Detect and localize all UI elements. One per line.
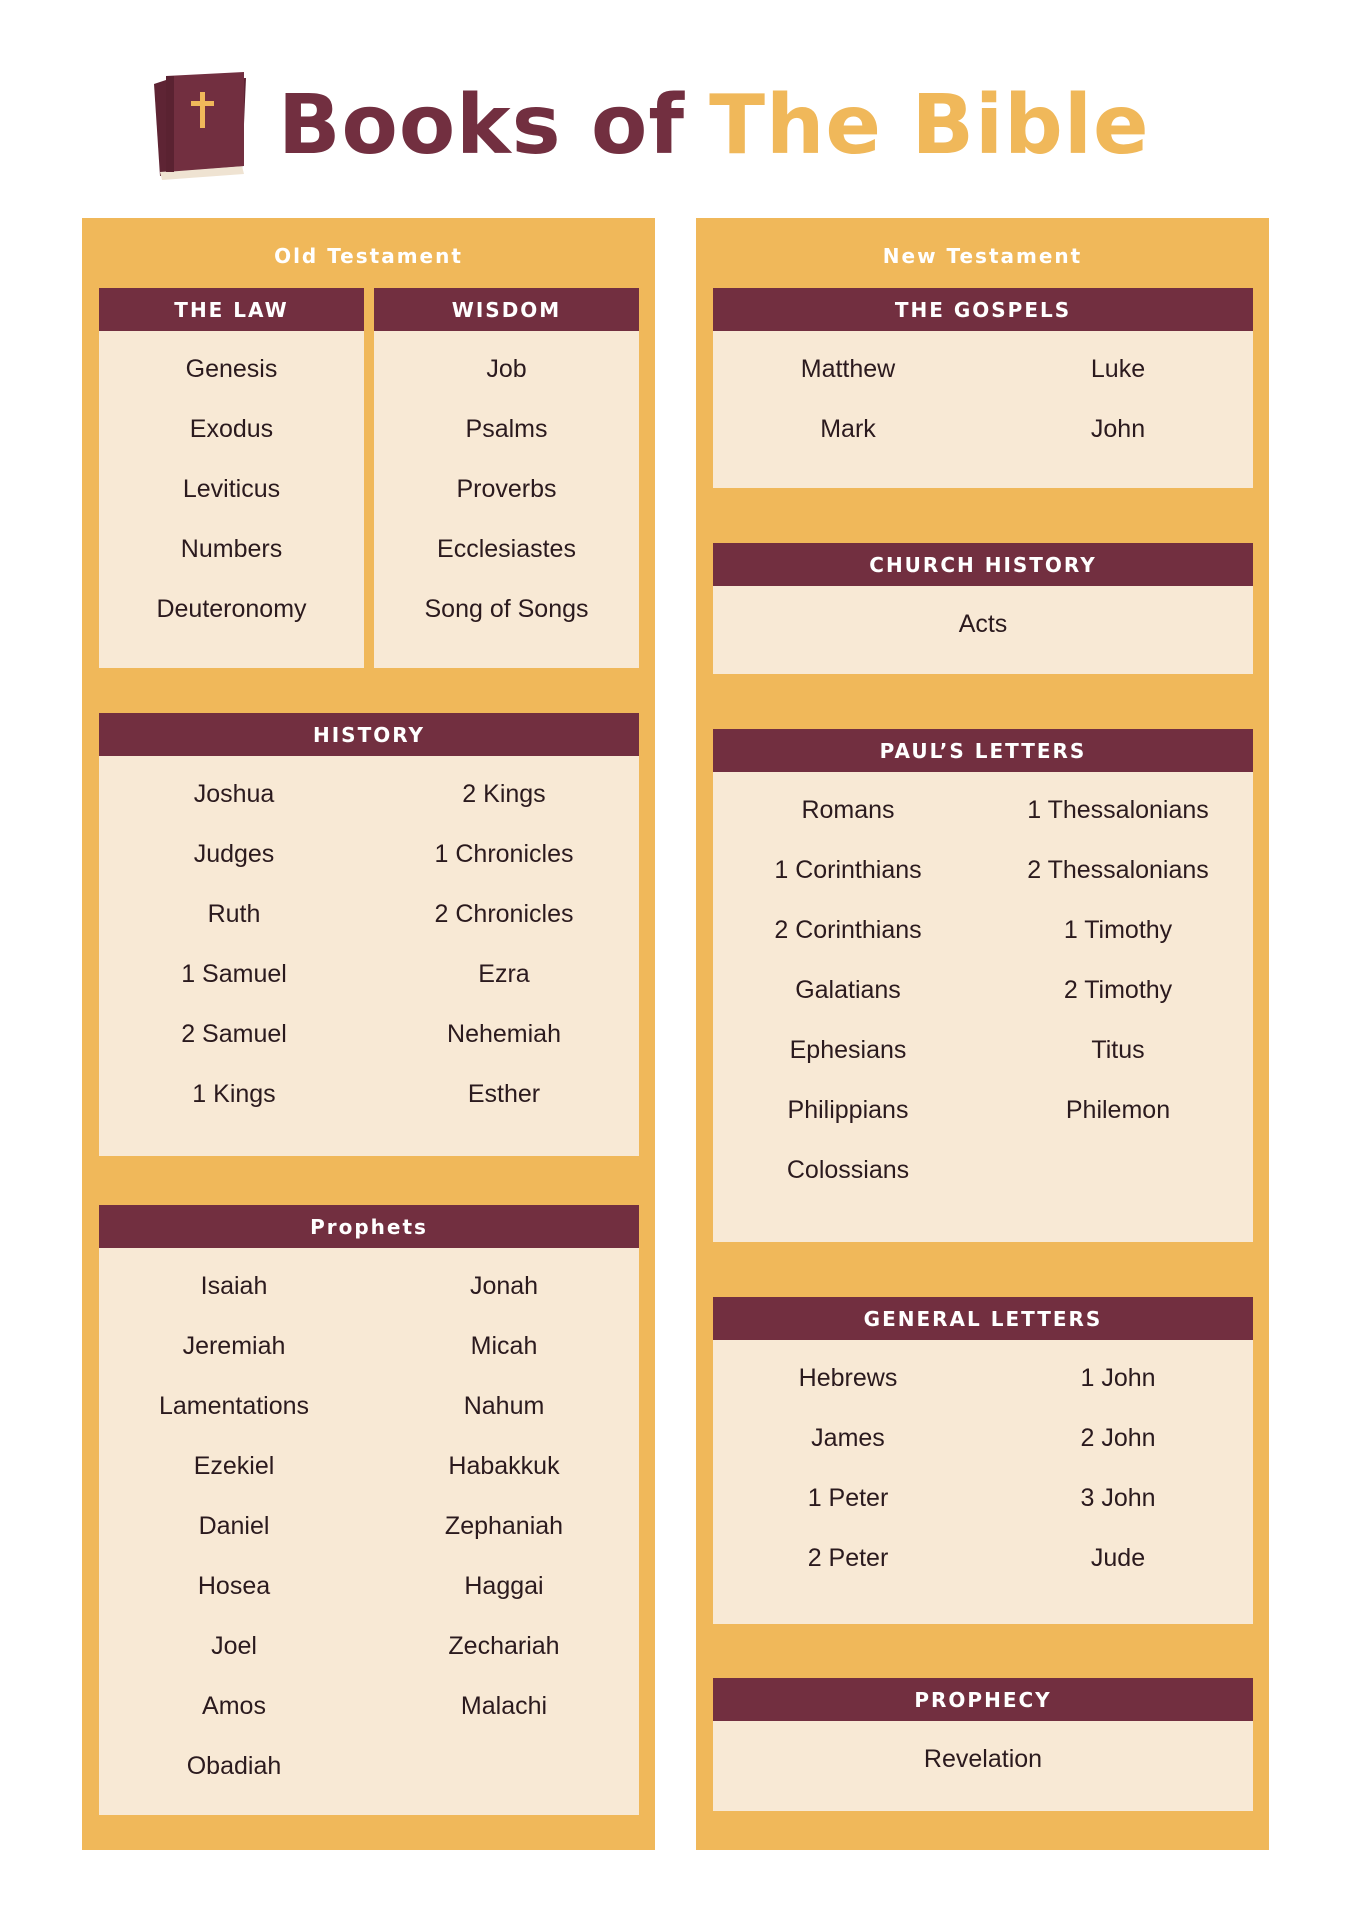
book-name: Deuteronomy <box>156 595 307 623</box>
new-testament-title: New Testament <box>882 244 1083 268</box>
book-name: Song of Songs <box>424 595 589 623</box>
book-name: Psalms <box>465 415 548 443</box>
book-name: Hosea <box>197 1572 271 1600</box>
book-list <box>983 798 1253 1218</box>
book-name: Jude <box>1090 1544 1146 1572</box>
book-name: Romans <box>801 796 895 824</box>
book-name: Nehemiah <box>447 1020 561 1048</box>
book-name: John <box>1090 415 1146 443</box>
section-heading: GENERAL LETTERS <box>713 1297 1253 1340</box>
book-name: Titus <box>1091 1036 1145 1064</box>
book-name: Joshua <box>193 780 275 808</box>
book-list <box>99 782 369 1142</box>
book-name: 2 Peter <box>807 1544 889 1572</box>
book-name: Galatians <box>795 976 901 1004</box>
section-prophecy <box>713 1678 1253 1811</box>
book-name: Esther <box>467 1080 541 1108</box>
book-name: 3 John <box>1080 1484 1156 1512</box>
book-name: Ezekiel <box>193 1452 275 1480</box>
section-prophets <box>99 1205 639 1815</box>
section-history <box>99 713 639 1156</box>
book-list <box>713 357 983 477</box>
section-wisdom <box>374 288 639 668</box>
book-name: 2 Timothy <box>1063 976 1173 1004</box>
book-name: Acts <box>958 610 1008 638</box>
book-name: 1 Samuel <box>181 960 287 988</box>
book-name: Hebrews <box>798 1364 898 1392</box>
book-name: Philippians <box>787 1096 909 1124</box>
page-header <box>0 0 1350 200</box>
new-testament-column <box>696 218 1269 1850</box>
book-name: Jonah <box>469 1272 539 1300</box>
book-name: Nahum <box>463 1392 545 1420</box>
book-name: Colossians <box>786 1156 910 1184</box>
book-name: Exodus <box>189 415 274 443</box>
book-name: 1 Peter <box>807 1484 889 1512</box>
book-name: Judges <box>193 840 275 868</box>
book-name: Philemon <box>1065 1096 1171 1124</box>
book-name: Habakkuk <box>448 1452 560 1480</box>
section-heading: CHURCH HISTORY <box>713 543 1253 586</box>
book-name: 1 Corinthians <box>774 856 922 884</box>
old-testament-column <box>82 218 655 1850</box>
book-list <box>713 1747 1253 1807</box>
book-name: Daniel <box>198 1512 270 1540</box>
book-name: 1 Kings <box>192 1080 276 1108</box>
book-name: Ecclesiastes <box>437 535 576 563</box>
book-name: Mark <box>820 415 876 443</box>
bible-book-icon <box>148 72 248 182</box>
book-name: Matthew <box>800 355 896 383</box>
book-name: 1 Thessalonians <box>1027 796 1209 824</box>
book-name: Haggai <box>464 1572 544 1600</box>
book-name: 2 Corinthians <box>774 916 922 944</box>
book-name: 1 Timothy <box>1063 916 1173 944</box>
book-list <box>369 1274 639 1814</box>
book-name: Lamentations <box>158 1392 310 1420</box>
section-heading: Prophets <box>99 1205 639 1248</box>
book-name: 2 Kings <box>462 780 546 808</box>
book-name: Joel <box>211 1632 257 1660</box>
title-part-2: The Bible <box>709 78 1150 173</box>
section-the-law <box>99 288 364 668</box>
book-name: Isaiah <box>200 1272 268 1300</box>
section-heading: THE GOSPELS <box>713 288 1253 331</box>
book-list <box>713 798 983 1218</box>
page-title <box>278 76 1150 176</box>
book-name: 1 John <box>1080 1364 1156 1392</box>
book-name: Leviticus <box>182 475 281 503</box>
section-general-letters <box>713 1297 1253 1624</box>
book-list <box>99 1274 369 1814</box>
book-list <box>983 357 1253 477</box>
book-name: Micah <box>470 1332 538 1360</box>
book-list <box>713 1366 983 1606</box>
book-list <box>369 782 639 1142</box>
section-pauls-letters <box>713 729 1253 1242</box>
book-name: Amos <box>202 1692 266 1720</box>
old-testament-title: Old Testament <box>274 244 463 268</box>
section-heading: PAUL’S LETTERS <box>713 729 1253 772</box>
book-name: 2 Samuel <box>181 1020 287 1048</box>
book-name: Malachi <box>460 1692 548 1720</box>
book-name: 2 John <box>1080 1424 1156 1452</box>
title-part-1: Books of <box>278 78 686 173</box>
section-heading: WISDOM <box>374 288 639 331</box>
book-name: 2 Chronicles <box>434 900 574 928</box>
book-name: Proverbs <box>456 475 557 503</box>
book-name: Ruth <box>207 900 261 928</box>
book-name: Zechariah <box>448 1632 560 1660</box>
book-name: 2 Thessalonians <box>1027 856 1209 884</box>
book-name: Genesis <box>185 355 278 383</box>
book-list <box>983 1366 1253 1606</box>
book-name: Revelation <box>923 1745 1043 1773</box>
book-name: 1 Chronicles <box>434 840 574 868</box>
book-name: Luke <box>1090 355 1146 383</box>
book-list <box>99 357 364 657</box>
book-name: Obadiah <box>186 1752 282 1780</box>
book-name: Zephaniah <box>444 1512 564 1540</box>
book-name: Job <box>486 355 527 383</box>
section-the-gospels <box>713 288 1253 488</box>
book-name: Jeremiah <box>182 1332 286 1360</box>
section-church-history <box>713 543 1253 674</box>
book-list <box>713 612 1253 672</box>
section-heading: THE LAW <box>99 288 364 331</box>
book-name: Ephesians <box>789 1036 907 1064</box>
book-name: Numbers <box>180 535 283 563</box>
section-heading: PROPHECY <box>713 1678 1253 1721</box>
book-list <box>374 357 639 657</box>
book-name: James <box>811 1424 885 1452</box>
book-name: Ezra <box>478 960 530 988</box>
section-heading: HISTORY <box>99 713 639 756</box>
